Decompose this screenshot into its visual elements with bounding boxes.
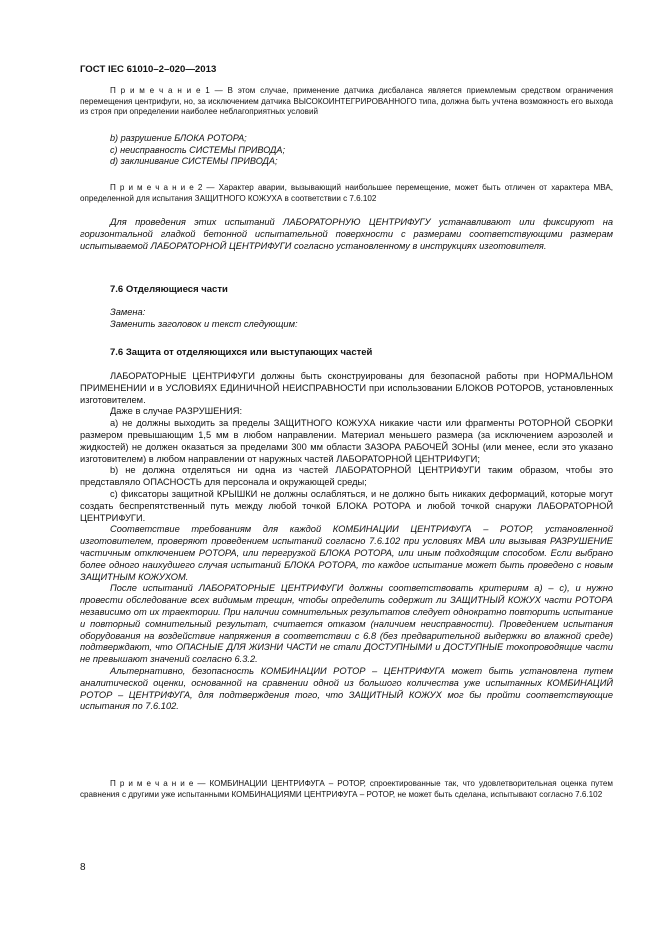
body-paragraph: b) не должна отделяться ни одна из частей ЛАБОРАТОРНОЙ ЦЕНТРИФУГИ таким образом, чтобы это представляло ОПАСНОСТЬ для персонала и окружающей среды; xyxy=(80,465,613,488)
note-2-label: П р и м е ч а н и е 2 — xyxy=(110,183,215,192)
install-paragraph: Для проведения этих испытаний ЛАБОРАТОРНУЮ ЦЕНТРИФУГУ устанавливают или фиксируют на горизонтальной гладкой бетонной испытательной поверхности с размерами соответствующими размерам испытываемой ЛАБОРАТОРНОЙ ЦЕНТРИФУГИ согласно установленному в инструкциях изготовителя. xyxy=(80,217,613,251)
page-number: 8 xyxy=(80,862,86,873)
section-title-old: 7.6 Отделяющиеся части xyxy=(110,284,228,295)
replacement-text: Заменить заголовок и текст следующим: xyxy=(110,318,298,329)
body-paragraph: а) не должны выходить за пределы ЗАЩИТНОГО КОЖУХА никакие части или фрагменты РОТОРНОЙ СБОРКИ размером превышающим 1,5 мм в любом направлении. Материал меньшего размера (за исключением аэрозолей и жидкостей) не должен оказаться за пределами 300 мм области ЗАЗОРА РАБОЧЕЙ ЗОНЫ (или менее, если это указано изготовителем) в любом направлении от наружных частей ЛАБОРАТОРНОЙ ЦЕНТРИФУГИ; xyxy=(80,418,613,464)
note-3 xyxy=(80,779,613,800)
body-paragraph: Даже в случае РАЗРУШЕНИЯ: xyxy=(110,406,243,417)
note-2-text: Характер аварии, вызывающий наибольшее перемещение, может быть отличен от характера МВА, определенной для испытания ЗАЩИТНОГО КОЖУХА в соответствии с 7.6.102 xyxy=(80,183,613,203)
note-3-text: КОМБИНАЦИИ ЦЕНТРИФУГА – РОТОР, спроектированные так, что удовлетворительная оценка путем сравнения с другими уже испытанными КОМБИНАЦИЯМИ ЦЕНТРИФУГА – РОТОР, не может быть сделана, испытывают согласно 7.6.102 xyxy=(80,779,613,799)
replacement-label: Замена: xyxy=(110,307,146,317)
note-1-text: В этом случае, применение датчика дисбаланса является приемлемым средством ограничения перемещения центрифуги, но, за исключением датчика ВЫСОКОИНТЕГРИРОВАННОГО типа, должна быть учтена возможность его выхода из строя при определении наиболее неблагоприятных условий xyxy=(80,86,613,117)
list-item: b) разрушение БЛОКА РОТОРА; xyxy=(110,133,247,143)
body-paragraph: ЛАБОРАТОРНЫЕ ЦЕНТРИФУГИ должны быть сконструированы для безопасной работы при НОРМАЛЬНОМ ПРИМЕНЕНИИ и в УСЛОВИЯХ ЕДИНИЧНОЙ НЕИСПРАВНОСТИ при использовании БЛОКОВ РОТОРОВ, установленных изготовителем. xyxy=(80,371,613,405)
failure-list xyxy=(80,133,613,168)
section-title-new: 7.6 Защита от отделяющихся или выступающих частей xyxy=(110,347,373,358)
note-3-label: П р и м е ч а н и е — xyxy=(110,779,206,788)
list-item: c) неисправность СИСТЕМЫ ПРИВОДА; xyxy=(110,144,286,155)
body-paragraph: Альтернативно, безопасность КОМБИНАЦИИ РОТОР – ЦЕНТРИФУГА может быть установлена путем аналитической оценки, основанной на сравнении одной из большого количества уже испытанных КОМБИНАЦИЙ РОТОР – ЦЕНТРИФУГА, для подтверждения того, что ЗАЩИТНЫЙ КОЖУХ мог бы пройти соответствующие испытания по 7.6.102. xyxy=(80,665,613,712)
body-paragraph: Соответствие требованиям для каждой КОМБИНАЦИИ ЦЕНТРИФУГА – РОТОР, установленной изготовителем, проверяют проведением испытаний согласно 7.6.102 при условиях МВА или вызывая РАЗРУШЕНИЕ частичным отключением РОТОРА, или перегрузкой БЛОКА РОТОРА, или иным подходящим способом. Если выбрано более одного наихудшего случая испытаний БЛОКА РОТОРА, то каждое испытание может быть проведено с новым ЗАЩИТНЫМ КОЖУХОМ. xyxy=(80,524,613,582)
section-new xyxy=(80,347,613,358)
document-header: ГОСТ IEC 61010–2–020—2013 xyxy=(80,64,217,75)
note-1 xyxy=(80,86,613,118)
section-body xyxy=(80,371,613,713)
section-old xyxy=(80,284,613,295)
note-1-label: П р и м е ч а н и е 1 — xyxy=(110,86,223,95)
replacement-instruction xyxy=(80,307,613,331)
note-2 xyxy=(80,183,613,204)
body-paragraph: c) фиксаторы защитной КРЫШКИ не должны ослабляться, и не должно быть никаких деформаций, которые могут создать беспрепятственный путь между любой точкой БЛОКА РОТОРА и любой точкой снаружи ЛАБОРАТОРНОЙ ЦЕНТРИФУГИ. xyxy=(80,488,613,523)
list-item: d) заклинивание СИСТЕМЫ ПРИВОДА; xyxy=(110,156,278,166)
body-paragraph: После испытаний ЛАБОРАТОРНЫЕ ЦЕНТРИФУГИ должны соответствовать критериям а) – с), и нужно провести обследование всех видимым трещин, чтобы определить содержит ли ЗАЩИТНЫЙ КОЖУХ части РОТОРА независимо от их траектории. При наличии сомнительных результатов следует однократно повторить испытание и повторный сомнительный результат, считается отказом (наличием неисправности). Проведением испытания оборудования на воздействие напряжения в соответствии с 6.8 (без предварительной выдержки во влажной среде) подтверждают, что ОПАСНЫЕ ДЛЯ ЖИЗНИ ЧАСТИ не стали ДОСТУПНЫМИ и ДОСТУПНЫЕ токопроводящие части не превышают значений согласно 6.3.2. xyxy=(80,583,613,665)
